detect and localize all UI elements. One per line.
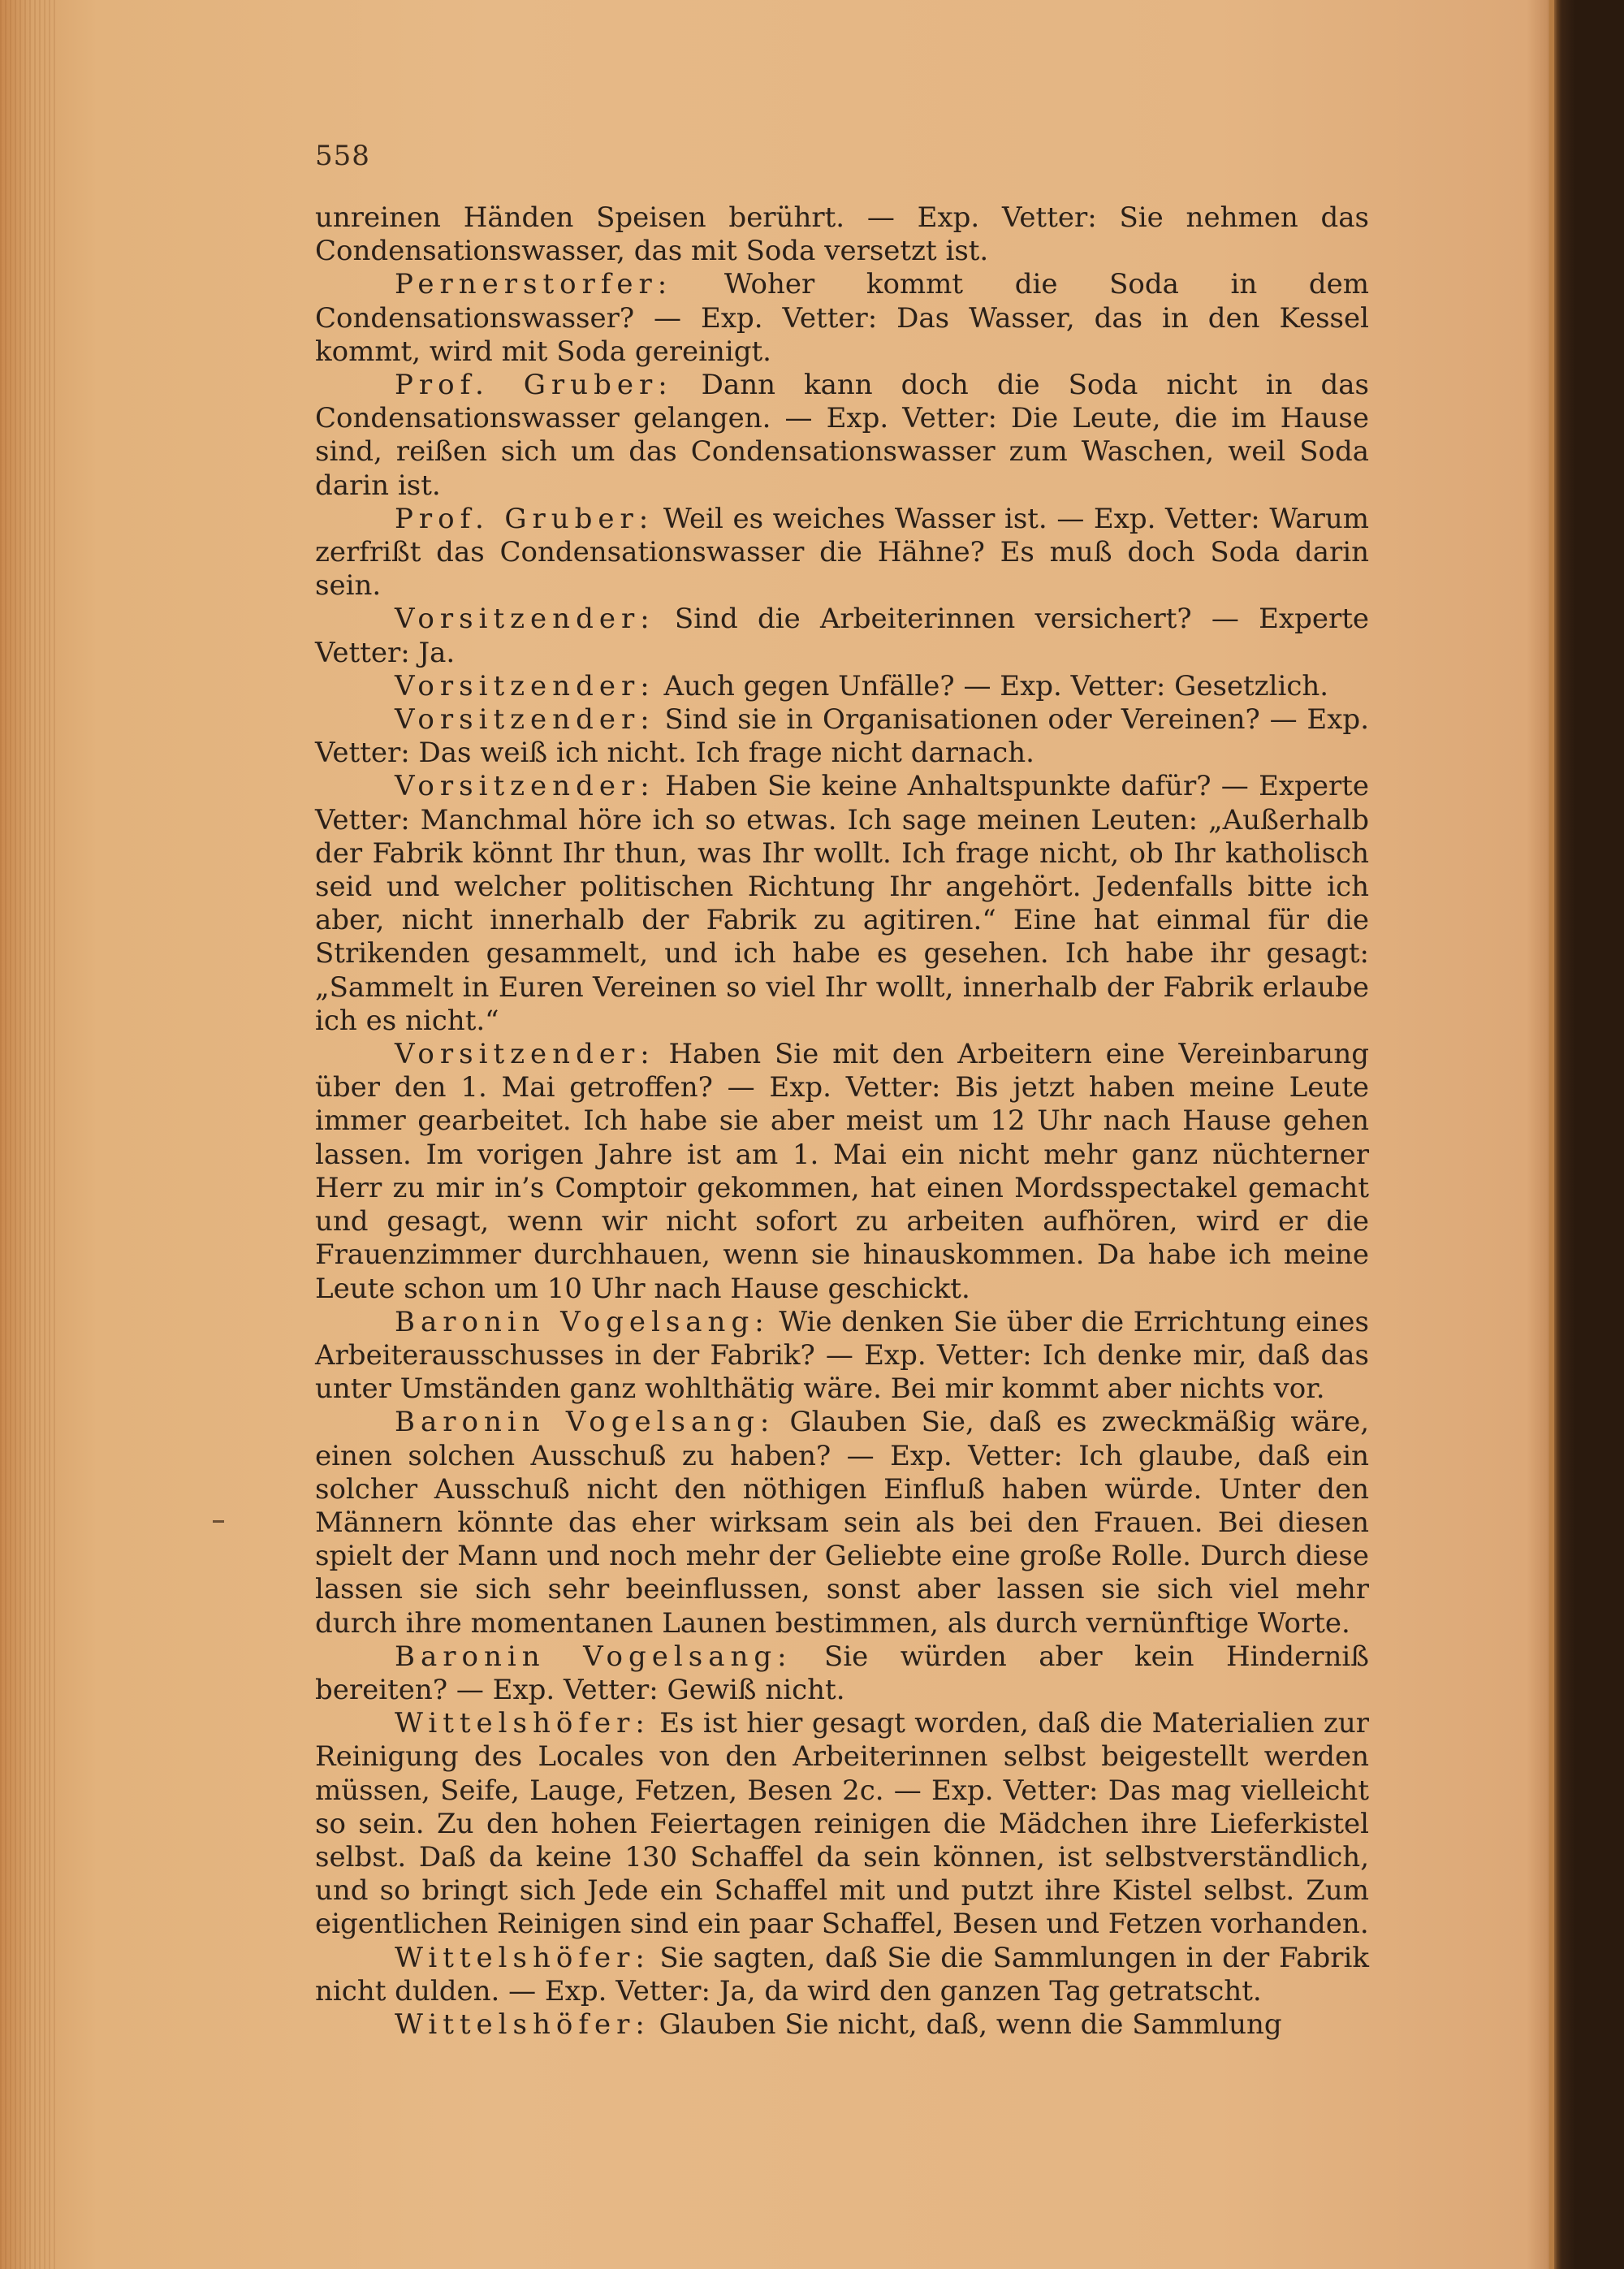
- margin-mark: [213, 1520, 224, 1523]
- paragraph-text: Weil es weiches Wasser ist. — Exp. Vetter: Warum zerfrißt das Condensationswasser die Hähne? Es muß doch Soda darin sein.: [315, 502, 1369, 603]
- paragraph: [315, 770, 1369, 1038]
- body-text: [315, 201, 1369, 2042]
- speaker-name: Vorsitzender:: [395, 603, 655, 636]
- paragraph: [315, 1306, 1369, 1407]
- paragraph-text: Sie würden aber kein Hinderniß bereiten? — Exp. Vetter: Gewiß nicht.: [315, 1640, 1369, 1706]
- paragraph: [315, 268, 1369, 369]
- paragraph-text: Haben Sie keine Anhaltspunkte dafür? — Experte Vetter: Manchmal höre ich so etwas. Ich sage meinen Leuten: „Außerhalb der Fabrik könnt Ihr thun, was Ihr wollt. Ich frage nicht, ob Ihr katholisch seid und welcher politischen Richtung Ihr angehört. Jedenfalls bitte ich aber, nicht innerhalb der Fabrik zu agitiren.“ Eine hat einmal für die Strikenden gesammelt, und ich habe es gesehen. Ich habe ihr gesagt: „Sammelt in Euren Vereinen so viel Ihr wollt, innerhalb der Fabrik erlaube ich es nicht.“: [315, 770, 1369, 1037]
- paragraph: [315, 2008, 1369, 2042]
- paragraph-text: Glauben Sie, daß es zweckmäßig wäre, einen solchen Ausschuß zu haben? — Exp. Vetter: Ich glaube, daß ein solcher Ausschuß nicht den nöthigen Einfluß haben würde. Unter den Männern könnte das eher wirksam sein als bei den Frauen. Bei diesen spielt der Mann und noch mehr der Geliebte eine große Rolle. Durch diese lassen sie sich sehr beeinflussen, sonst aber lassen sie sich viel mehr durch ihre momentanen Launen bestimmen, als durch vernünftige Worte.: [315, 1406, 1370, 1640]
- speaker-name: Wittelshöfer:: [395, 1941, 650, 1974]
- speaker-name: Wittelshöfer:: [395, 2008, 650, 2041]
- paragraph-text: Es ist hier gesagt worden, daß die Materialien zur Reinigung des Locales von den Arbeiterinnen selbst beigestellt werden müssen, Seife, Lauge, Fetzen, Besen 2c. — Exp. Vetter: Das mag vielleicht so sein. Zu den hohen Feiertagen reinigen die Mädchen ihre Lieferkistel selbst. Daß da keine 130 Schaffel da sein können, ist selbstverständlich, und so bringt sich Jede ein Schaffel mit und putzt ihre Kistel selbst. Zum eigentlichen Reinigen sind ein paar Schaffel, Besen und Fetzen vorhanden.: [315, 1707, 1369, 1941]
- page-number: 558: [315, 140, 370, 172]
- paragraph: [315, 1640, 1369, 1707]
- paragraph-text: Haben Sie mit den Arbeitern eine Vereinbarung über den 1. Mai getroffen? — Exp. Vetter: Bis jetzt haben meine Leute immer gearbeitet. Ich habe sie aber meist um 12 Uhr nach Hause gehen lassen. Im vorigen Jahre ist am 1. Mai ein nicht mehr ganz nüchterner Herr zu mir in’s Comptoir gekommen, hat einen Mordsspectakel gemacht und gesagt, wenn wir nicht sofort zu arbeiten aufhören, wird er die Frauenzimmer durchhauen, wenn sie hinauskommen. Da habe ich meine Leute schon um 10 Uhr nach Hause geschickt.: [315, 1038, 1369, 1305]
- paragraph-text: unreinen Händen Speisen berührt. — Exp. Vetter: Sie nehmen das Condensationswasser, das mit Soda versetzt ist.: [315, 201, 1369, 268]
- speaker-name: Pernerstorfer:: [395, 268, 673, 301]
- paragraph-text: Dann kann doch die Soda nicht in das Condensationswasser gelangen. — Exp. Vetter: Die Leute, die im Hause sind, reißen sich um das Condensationswasser zum Waschen, weil Soda darin ist.: [315, 369, 1369, 502]
- paragraph-text: Glauben Sie nicht, daß, wenn die Sammlung: [650, 2008, 1282, 2041]
- paragraph: [315, 369, 1369, 503]
- paragraph-text: Sind die Arbeiterinnen versichert? — Experte Vetter: Ja.: [315, 603, 1369, 669]
- book-gutter: [1549, 0, 1554, 2269]
- speaker-name: Baronin Vogelsang:: [395, 1305, 770, 1338]
- speaker-name: Vorsitzender:: [395, 669, 655, 702]
- paragraph: [315, 1038, 1369, 1306]
- paragraph: [315, 603, 1369, 669]
- paragraph: [315, 1707, 1369, 1941]
- speaker-name: Baronin Vogelsang:: [395, 1406, 775, 1439]
- paragraph-text: Sind sie in Organisationen oder Vereinen? — Exp. Vetter: Das weiß ich nicht. Ich frage nicht darnach.: [315, 703, 1369, 770]
- speaker-name: Prof. Gruber:: [395, 369, 673, 402]
- paragraph-text: Auch gegen Unfälle? — Exp. Vetter: Gesetzlich.: [654, 669, 1329, 702]
- page-stack-edge: [0, 0, 57, 2269]
- speaker-name: Baronin Vogelsang:: [395, 1640, 793, 1673]
- paragraph: [315, 503, 1369, 603]
- paragraph-text: Wie denken Sie über die Errichtung eines Arbeiterausschusses in der Fabrik? — Exp. Vetter: Ich denke mir, daß das unter Umständen ganz wohlthätig wäre. Bei mir kommt aber nichts vor.: [315, 1305, 1369, 1406]
- paragraph-text: Sie sagten, daß Sie die Sammlungen in der Fabrik nicht dulden. — Exp. Vetter: Ja, da wird den ganzen Tag getratscht.: [315, 1941, 1369, 2008]
- speaker-name: Vorsitzender:: [395, 770, 655, 803]
- paragraph: [315, 703, 1369, 770]
- paragraph: [315, 1406, 1369, 1640]
- speaker-name: Prof. Gruber:: [395, 502, 654, 535]
- paragraph: [315, 1942, 1369, 2008]
- speaker-name: Vorsitzender:: [395, 703, 655, 737]
- paragraph: [315, 201, 1369, 268]
- paragraph: [315, 670, 1369, 703]
- speaker-name: Vorsitzender:: [395, 1038, 655, 1071]
- paragraph-text: Woher kommt die Soda in dem Condensationswasser? — Exp. Vetter: Das Wasser, das in den Kessel kommt, wird mit Soda gereinigt.: [315, 268, 1369, 368]
- speaker-name: Wittelshöfer:: [395, 1707, 650, 1740]
